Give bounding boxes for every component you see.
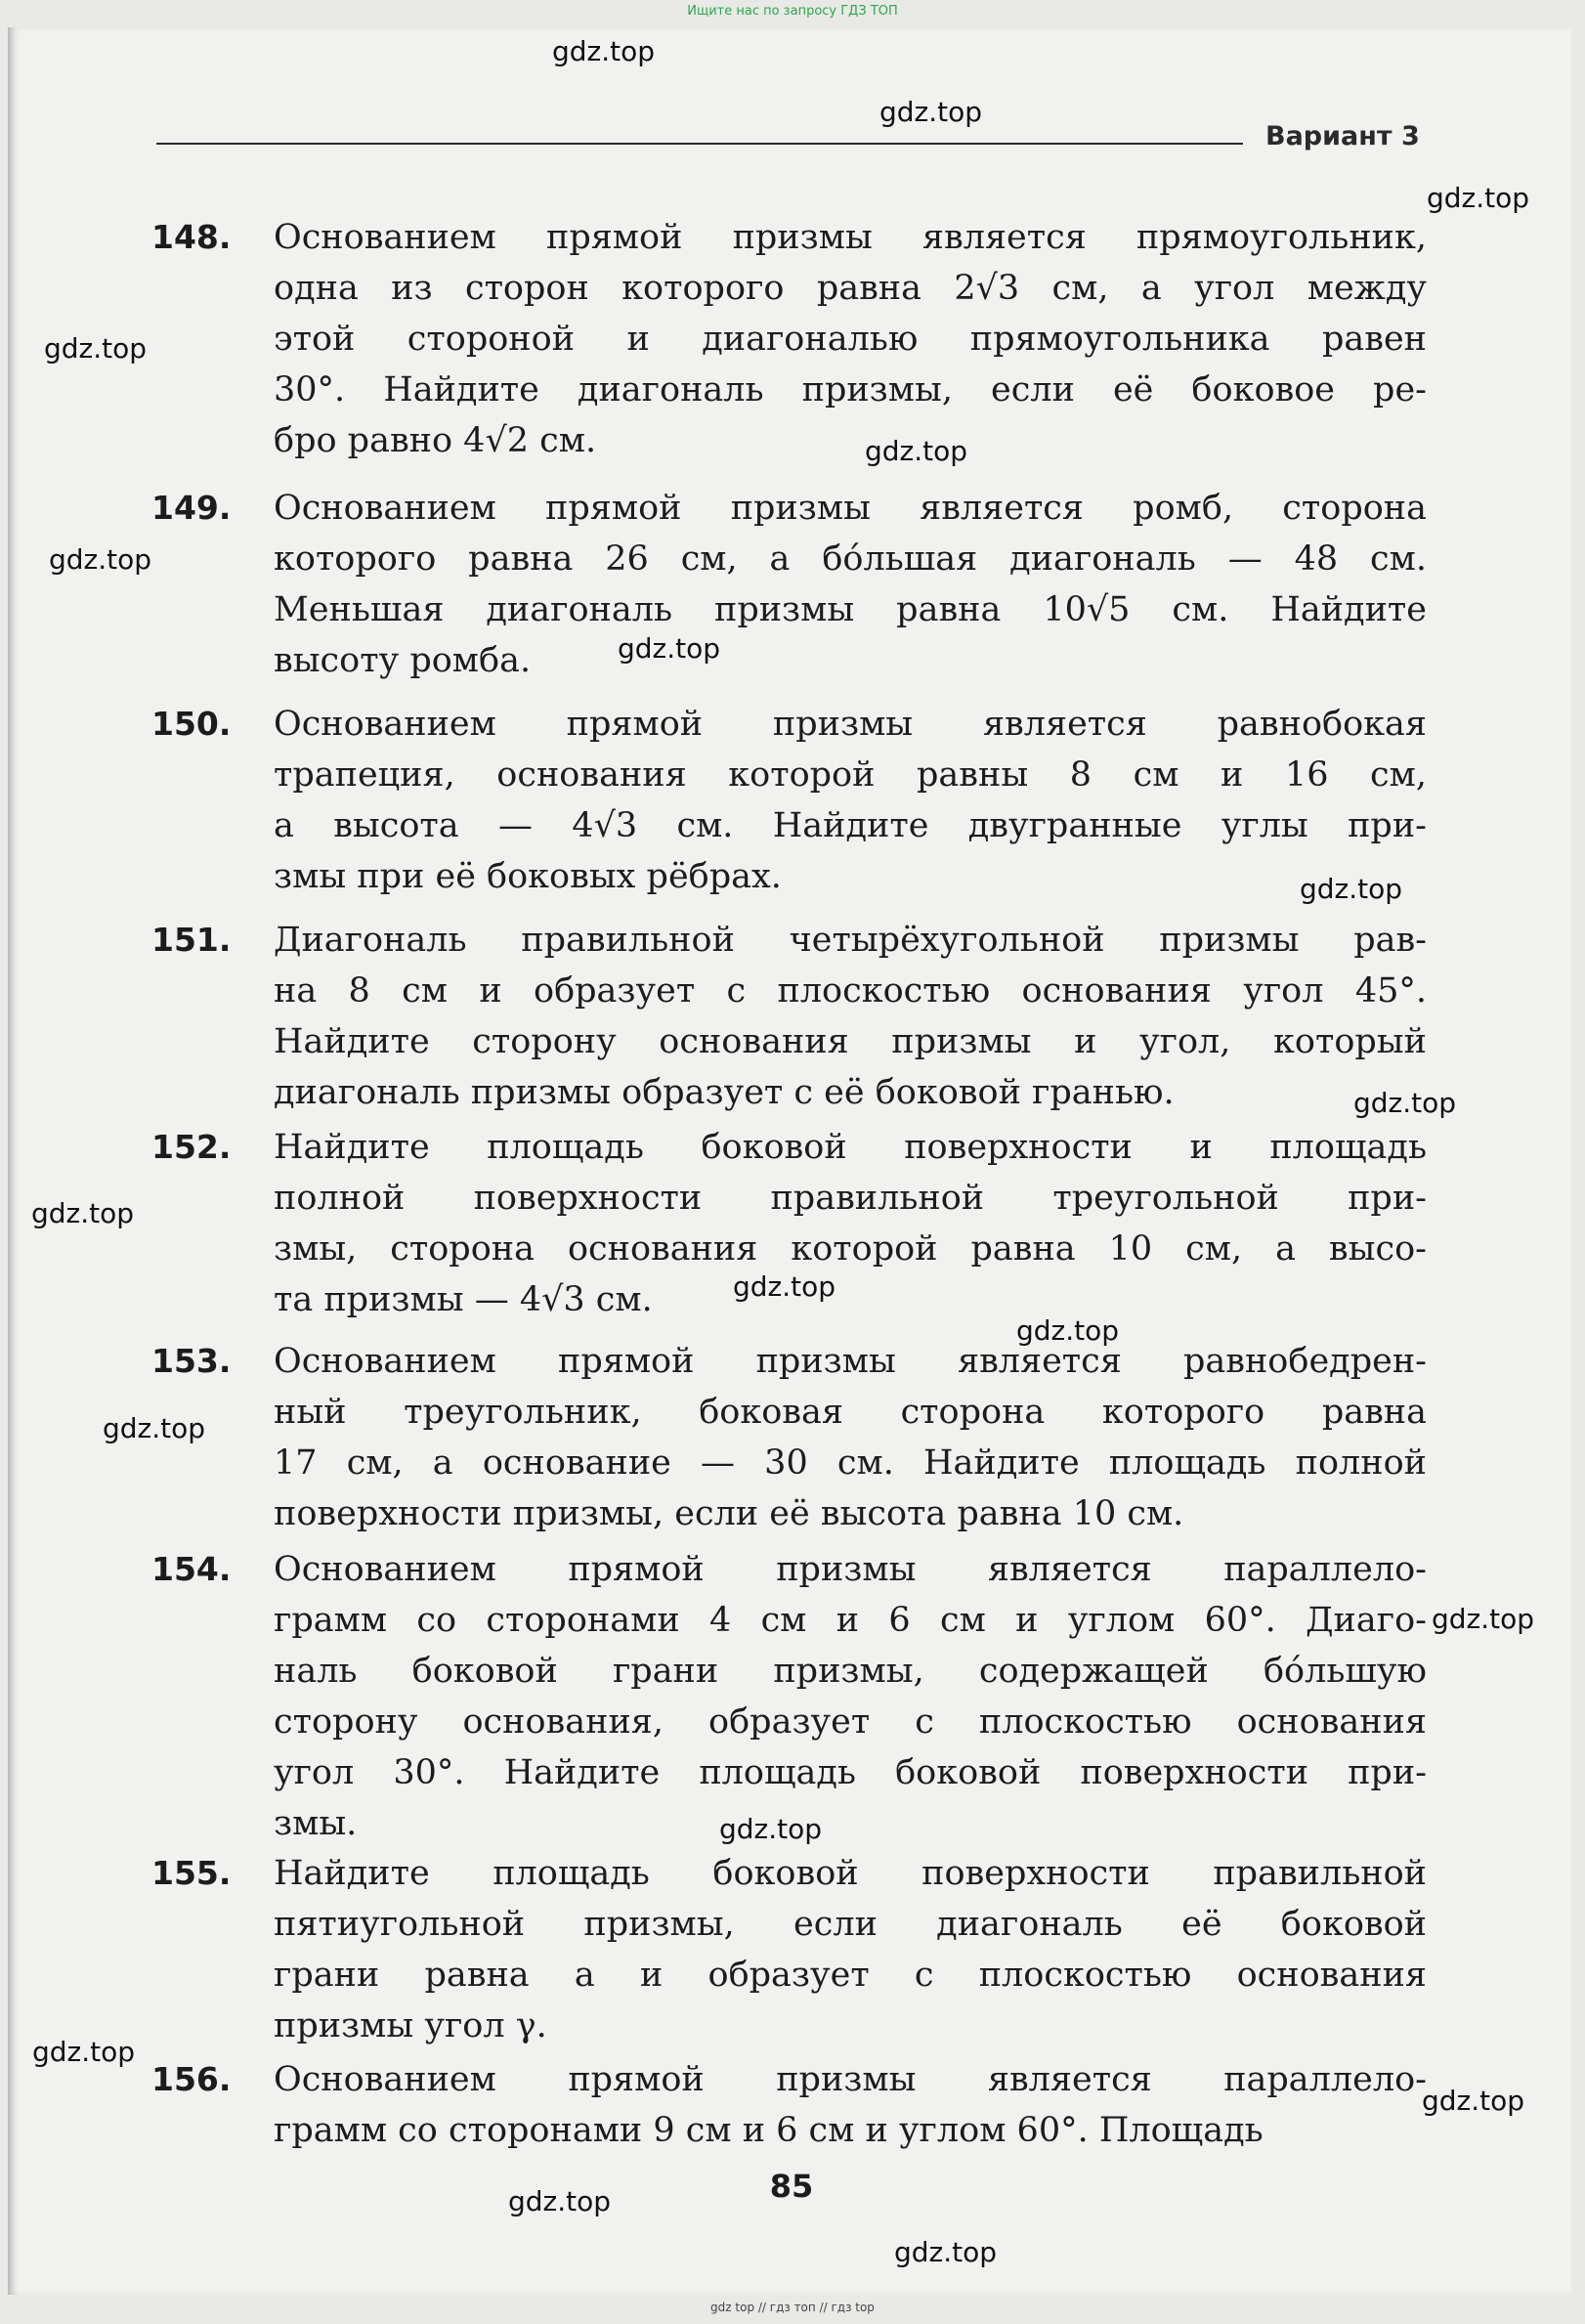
problem-line: 30°. Найдите диагональ призмы, если её боковое ре- bbox=[274, 370, 1427, 409]
watermark-text: gdz.top bbox=[719, 1813, 823, 1845]
problem-line: грани равна a и образует с плоскостью основания bbox=[274, 1956, 1427, 1995]
watermark-text: gdz.top bbox=[894, 2236, 998, 2268]
watermark-text: gdz.top bbox=[1422, 2085, 1525, 2117]
watermark-text: gdz.top bbox=[31, 1197, 135, 1229]
problem-line: бро равно 4√2 см. bbox=[274, 421, 597, 460]
problem-line: трапеция, основания которой равны 8 см и 16 см, bbox=[274, 755, 1427, 795]
problem-line: змы при её боковых рёбрах. bbox=[274, 857, 782, 896]
problem-line: одна из сторон которого равна 2√3 см, а угол между bbox=[274, 269, 1427, 308]
problem-line: Найдите сторону основания призмы и угол, который bbox=[274, 1022, 1427, 1061]
problem-line: Основанием прямой призмы является прямоугольник, bbox=[274, 218, 1427, 257]
problem-text bbox=[274, 2054, 1427, 2156]
problem-number: 153. bbox=[151, 1342, 232, 1380]
problem-line: угол 30°. Найдите площадь боковой поверхности при- bbox=[274, 1753, 1427, 1792]
problem-line: Основанием прямой призмы является равнобокая bbox=[274, 705, 1427, 744]
problem-line: Основанием прямой призмы является ромб, сторона bbox=[274, 489, 1427, 528]
watermark-text: gdz.top bbox=[618, 632, 721, 665]
problem-number: 148. bbox=[151, 218, 232, 256]
problem-line: Диагональ правильной четырёхугольной призмы рав- bbox=[274, 921, 1427, 960]
problem-number: 154. bbox=[151, 1550, 232, 1588]
problem-line: Найдите площадь боковой поверхности и площадь bbox=[274, 1128, 1427, 1167]
problem-line: а высота — 4√3 см. Найдите двугранные углы при- bbox=[274, 806, 1427, 845]
problem-text bbox=[274, 212, 1427, 466]
problem-line: Основанием прямой призмы является параллело- bbox=[274, 1550, 1427, 1589]
problem-text bbox=[274, 483, 1427, 686]
problem-number: 149. bbox=[151, 489, 232, 527]
problem-text bbox=[274, 1544, 1427, 1849]
watermark-text: gdz.top bbox=[1432, 1603, 1535, 1635]
problem-line: Меньшая диагональ призмы равна 10√5 см. Найдите bbox=[274, 590, 1427, 629]
watermark-text: gdz.top bbox=[32, 2036, 136, 2068]
problem-number: 155. bbox=[151, 1854, 232, 1892]
problem-line: Найдите площадь боковой поверхности правильной bbox=[274, 1854, 1427, 1893]
problem-line: грамм со сторонами 9 см и 6 см и углом 60°. Площадь bbox=[274, 2111, 1264, 2150]
problem-line: наль боковой грани призмы, содержащей бóльшую bbox=[274, 1652, 1427, 1691]
problem-line: ный треугольник, боковая сторона которого равна bbox=[274, 1393, 1427, 1432]
watermark-text: gdz.top bbox=[879, 96, 983, 128]
problem-number: 152. bbox=[151, 1128, 232, 1166]
page-number: 85 bbox=[769, 2168, 814, 2205]
problem-line: пятиугольной призмы, если диагональ её боковой bbox=[274, 1905, 1427, 1944]
top-banner: Ищите нас по запросу ГДЗ ТОП bbox=[687, 4, 898, 19]
problem-line: на 8 см и образует с плоскостью основания угол 45°. bbox=[274, 971, 1427, 1011]
problem-text bbox=[274, 1848, 1427, 2051]
watermark-text: gdz.top bbox=[44, 332, 148, 365]
problem-line: та призмы — 4√3 см. bbox=[274, 1280, 653, 1319]
watermark-text: gdz.top bbox=[1353, 1087, 1457, 1119]
problem-line: которого равна 26 см, а бóльшая диагональ — 48 см. bbox=[274, 539, 1427, 579]
watermark-text: gdz.top bbox=[1300, 873, 1403, 905]
watermark-text: gdz.top bbox=[1427, 182, 1530, 214]
problem-line: этой стороной и диагональю прямоугольника равен bbox=[274, 320, 1427, 359]
watermark-text: gdz.top bbox=[49, 543, 152, 576]
watermark-text: gdz.top bbox=[552, 35, 656, 67]
problem-line: призмы угол γ. bbox=[274, 2006, 547, 2045]
bottom-banner: gdz top // гдз топ // гдз top bbox=[710, 2301, 875, 2314]
problem-line: поверхности призмы, если её высота равна 10 см. bbox=[274, 1494, 1184, 1533]
problem-number: 156. bbox=[151, 2060, 232, 2098]
problem-line: Основанием прямой призмы является параллело- bbox=[274, 2060, 1427, 2099]
problem-number: 151. bbox=[151, 921, 232, 959]
problem-text bbox=[274, 1122, 1427, 1325]
watermark-text: gdz.top bbox=[865, 435, 968, 467]
problem-line: сторону основания, образует с плоскостью основания bbox=[274, 1702, 1427, 1742]
problem-text bbox=[274, 915, 1427, 1118]
problem-line: змы. bbox=[274, 1804, 358, 1843]
header-rule bbox=[156, 143, 1243, 145]
problem-line: высоту ромба. bbox=[274, 641, 532, 680]
problem-line: Основанием прямой призмы является равнобедрен- bbox=[274, 1342, 1427, 1381]
problem-number: 150. bbox=[151, 705, 232, 743]
problem-line: полной поверхности правильной треугольной при- bbox=[274, 1179, 1427, 1218]
problem-text bbox=[274, 1336, 1427, 1539]
problem-line: грамм со сторонами 4 см и 6 см и углом 60°. Диаго- bbox=[274, 1601, 1427, 1640]
problem-line: змы, сторона основания которой равна 10 см, а высо- bbox=[274, 1229, 1427, 1269]
watermark-text: gdz.top bbox=[103, 1412, 206, 1444]
problem-line: 17 см, а основание — 30 см. Найдите площадь полной bbox=[274, 1443, 1427, 1483]
variant-header: Вариант 3 bbox=[1265, 121, 1420, 151]
watermark-text: gdz.top bbox=[733, 1270, 836, 1303]
problem-line: диагональ призмы образует с её боковой гранью. bbox=[274, 1073, 1175, 1112]
problem-text bbox=[274, 699, 1427, 902]
watermark-text: gdz.top bbox=[1016, 1314, 1120, 1347]
watermark-text: gdz.top bbox=[508, 2185, 612, 2217]
